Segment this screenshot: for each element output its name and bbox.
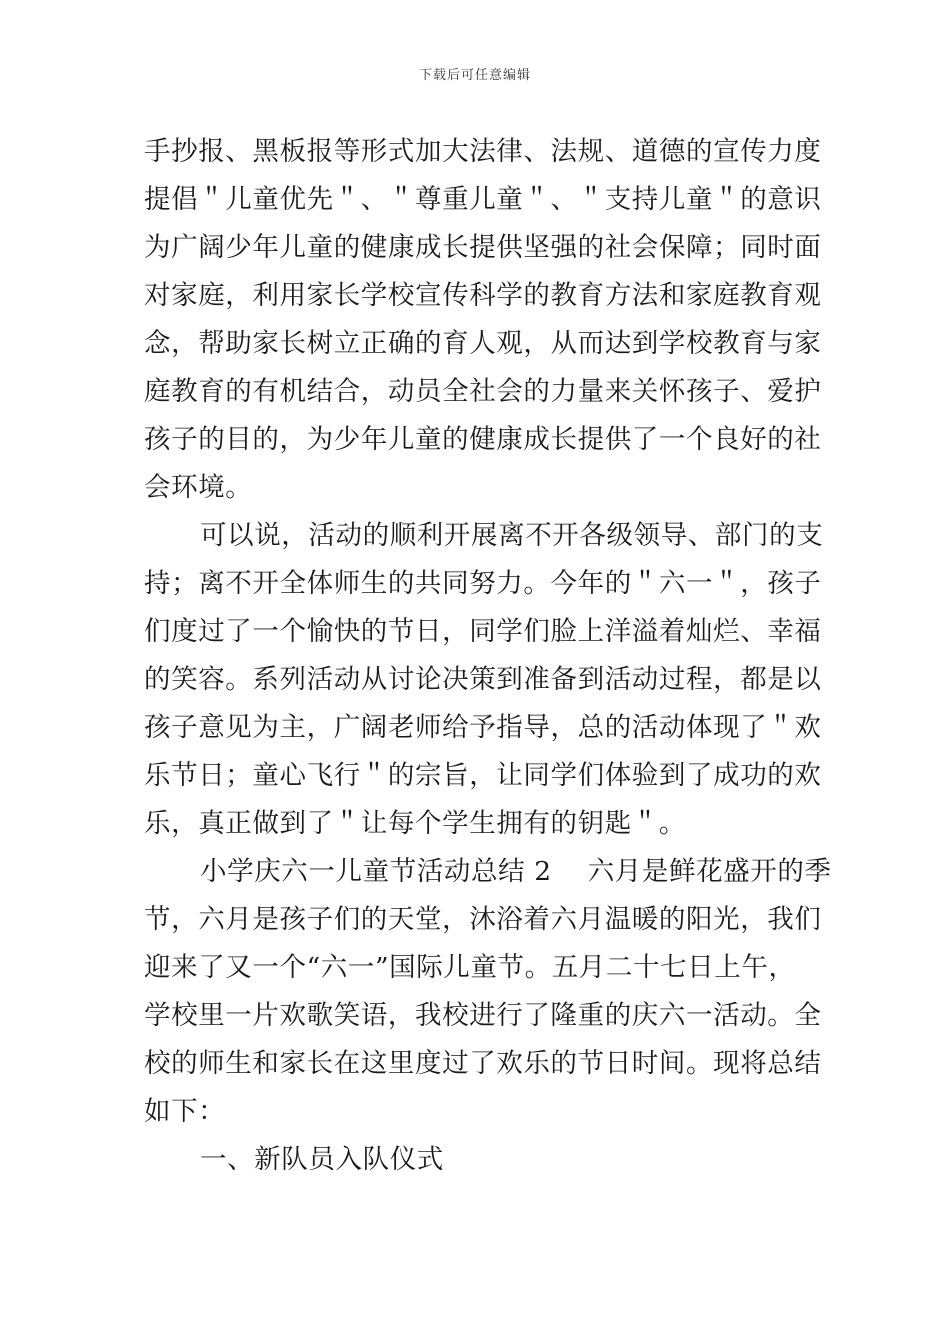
paragraph-line: 如下： (144, 1096, 226, 1127)
section-title: 小学庆六一儿童节活动总结 2 (200, 856, 552, 887)
paragraph-line: 节，六月是孩子们的天堂，沐浴着六月温暖的阳光，我们 (144, 904, 822, 935)
paragraph-line: 乐节日；童心飞行＂的宗旨，让同学们体验到了成功的欢 (144, 760, 822, 791)
paragraph-line: 庭教育的有机结合，动员全社会的力量来关怀孩子、爱护 (144, 376, 822, 407)
section-first-line: 六月是鲜花盛开的季 (587, 856, 832, 887)
paragraph-line: 孩子的目的，为少年儿童的健康成长提供了一个良好的社 (144, 424, 822, 455)
paragraph-line: 校的师生和家长在这里度过了欢乐的节日时间。现将总结 (144, 1048, 822, 1079)
paragraph-line: 的笑容。系列活动从讨论决策到准备到活动过程，都是以 (144, 664, 822, 695)
paragraph-line: 学校里一片欢歌笑语，我校进行了隆重的庆六一活动。全 (144, 1000, 822, 1031)
paragraph-line: 对家庭，利用家长学校宣传科学的教育方法和家庭教育观 (144, 280, 822, 311)
paragraph-line: 们度过了一个愉快的节日，同学们脸上洋溢着灿烂、幸福 (144, 616, 822, 647)
paragraph-line: 手抄报、黑板报等形式加大法律、法规、道德的宣传力度 (144, 136, 822, 167)
section-title-line (144, 848, 832, 896)
paragraph-line: 迎来了又一个“六一”国际儿童节。五月二十七日上午， (144, 952, 796, 983)
paragraph-line: 可以说，活动的顺利开展离不开各级领导、部门的支 (200, 520, 824, 551)
paragraph-line: 持；离不开全体师生的共同努力。今年的＂六一＂，孩子 (144, 568, 822, 599)
paragraph-line: 会环境。 (144, 472, 253, 503)
document-body (144, 128, 832, 1184)
paragraph-line: 提倡＂儿童优先＂、＂尊重儿童＂、＂支持儿童＂的意识 (144, 184, 822, 215)
paragraph-line: 孩子意见为主，广阔老师给予指导，总的活动体现了＂欢 (144, 712, 822, 743)
header-note: 下载后可任意编辑 (418, 68, 531, 83)
paragraph-line: 乐，真正做到了＂让每个学生拥有的钥匙＂。 (144, 808, 686, 839)
paragraph-line: 为广阔少年儿童的健康成长提供坚强的社会保障；同时面 (144, 232, 822, 263)
paragraph-line: 念，帮助家长树立正确的育人观，从而达到学校教育与家 (144, 328, 822, 359)
subheading: 一、新队员入队仪式 (200, 1144, 444, 1175)
